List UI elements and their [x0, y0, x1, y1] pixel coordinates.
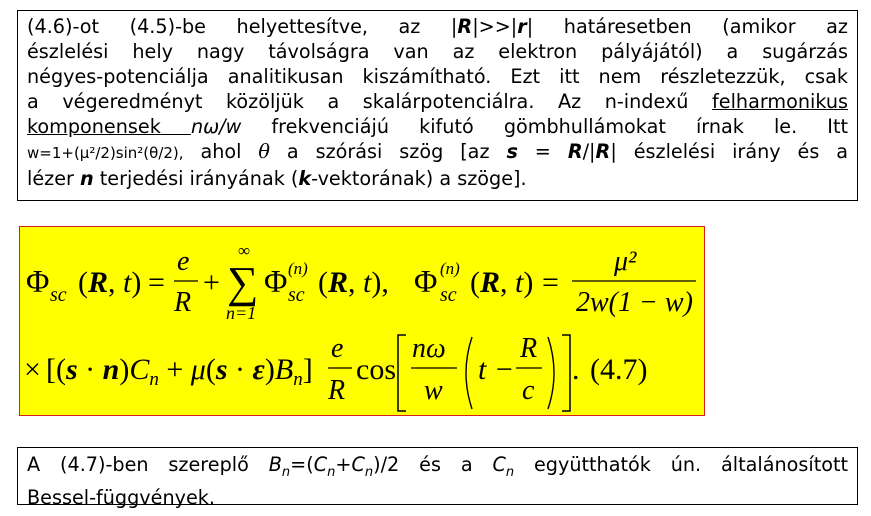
formula-box [19, 226, 705, 416]
denominator-R: R [328, 375, 346, 406]
C-symbol: C [313, 453, 328, 476]
text-line-7 [27, 166, 848, 191]
sc-subscript: sc [288, 284, 305, 306]
plus-sign: + [203, 266, 220, 299]
C-symbol: C [492, 453, 506, 476]
text-line-5 [27, 114, 848, 139]
text-fragment [161, 115, 191, 138]
sum-symbol: ∑ [227, 258, 259, 307]
superscript-n: (n) [288, 259, 308, 278]
subscript-n: n [281, 464, 291, 480]
sum-upper-limit: ∞ [238, 241, 251, 260]
C-symbol: C [351, 453, 365, 476]
text-fragment: a végeredményt közöljük a skalárpotenciálra. Az n-indexű [27, 90, 713, 113]
cos-function: cos [356, 353, 396, 386]
equals-sign: = [542, 266, 559, 299]
vector-r: r [517, 15, 527, 38]
w-denominator: w [424, 375, 443, 406]
B-symbol: B [268, 453, 282, 476]
frequency-expression: nω/w [190, 115, 242, 138]
text-fragment: a szórási szög [az [269, 140, 507, 163]
text-fragment: -vektorának) a szöge]. [311, 167, 527, 190]
phi-args: (R, t) [78, 266, 142, 299]
vector-k: k [298, 167, 312, 190]
left-paren [466, 337, 472, 409]
denominator-R: R [174, 287, 192, 318]
vector-R: R [567, 140, 583, 163]
equation-4-7 [20, 227, 706, 417]
text-line-1 [27, 14, 848, 39]
underlined-term: komponensek [27, 115, 161, 138]
sc-subscript: sc [50, 284, 67, 306]
phi-symbol: Φ [26, 263, 50, 299]
text-fragment: /| [582, 140, 596, 163]
left-square-bracket [398, 335, 406, 411]
text-fragment: | észlelési irány és a [610, 140, 849, 163]
text-fragment: lézer [27, 167, 80, 190]
mu-squared: μ² [614, 246, 637, 277]
intro-text-box [17, 10, 858, 201]
text-fragment: ahol [183, 140, 259, 163]
times-sign: × [24, 353, 41, 386]
superscript-n: (n) [440, 259, 460, 278]
c-denominator: c [522, 375, 535, 406]
subscript-n: n [505, 464, 515, 480]
equals-sign: = [148, 266, 165, 299]
text-fragment: = [517, 140, 568, 163]
text-fragment: |>>| [472, 15, 518, 38]
w-definition: w=1+(μ²/2)sin²(θ/2), [27, 144, 184, 162]
text-line-2: észlelési hely nagy távolságra van az elektron pályájától) a sugárzás [27, 40, 848, 63]
text-fragment: együtthatók ún. általánosított [514, 453, 849, 476]
theta-symbol: θ [258, 140, 270, 163]
text-fragment: terjedési irányának ( [93, 167, 299, 190]
phi-args: (R, t) [470, 266, 534, 299]
text-line-4 [27, 89, 848, 114]
text-fragment: =( [290, 453, 314, 476]
right-square-bracket [562, 335, 570, 411]
denominator: 2w(1 − w) [576, 287, 693, 318]
subscript-n: n [327, 464, 336, 480]
vector-n: n [80, 167, 94, 190]
text-fragment: | határesetben (amikor az [526, 15, 849, 38]
right-paren [548, 337, 554, 409]
n-omega: nω [412, 333, 446, 364]
sc-subscript: sc [440, 284, 457, 306]
text-fragment: frekvenciájú kifutó gömbhullámokat írnak le. Itt [241, 115, 848, 138]
text-fragment: A (4.7)-ben szereplő [27, 453, 269, 476]
note-line-1 [27, 452, 848, 485]
note-text-box [17, 447, 858, 509]
text-fragment: (4.6)-ot (4.5)-be helyettesítve, az | [27, 15, 458, 38]
text-line-6 [27, 139, 848, 166]
text-line-3: négyes-potenciálja analitikusan kiszámítható. Ezt itt nem részletezzük, csak [27, 65, 848, 88]
underlined-term: felharmonikus [712, 90, 848, 113]
vector-s: s [506, 140, 518, 163]
subscript-n: n [364, 464, 374, 480]
R-numerator: R [520, 333, 538, 364]
phi-symbol: Φ [264, 263, 288, 299]
text-fragment: )/2 és a [373, 453, 493, 476]
sum-lower-limit: n=1 [226, 303, 257, 323]
note-line-2: Bessel-függvények. [27, 485, 215, 509]
t-minus: t − [478, 353, 515, 386]
equation-number: (4.7) [590, 353, 648, 386]
bracket-term: $[(s \cdot n)C_n + \mu(s \cdot \varepsilon)B_n]$ [46, 353, 313, 390]
vector-R: R [595, 140, 611, 163]
vector-R: R [457, 15, 473, 38]
phi-symbol: Φ [414, 263, 438, 299]
period: . [572, 353, 580, 386]
phi-args: (R, t), [318, 266, 389, 299]
text-fragment: + [335, 453, 352, 476]
numerator-e: e [331, 333, 344, 364]
numerator-e: e [177, 246, 190, 277]
